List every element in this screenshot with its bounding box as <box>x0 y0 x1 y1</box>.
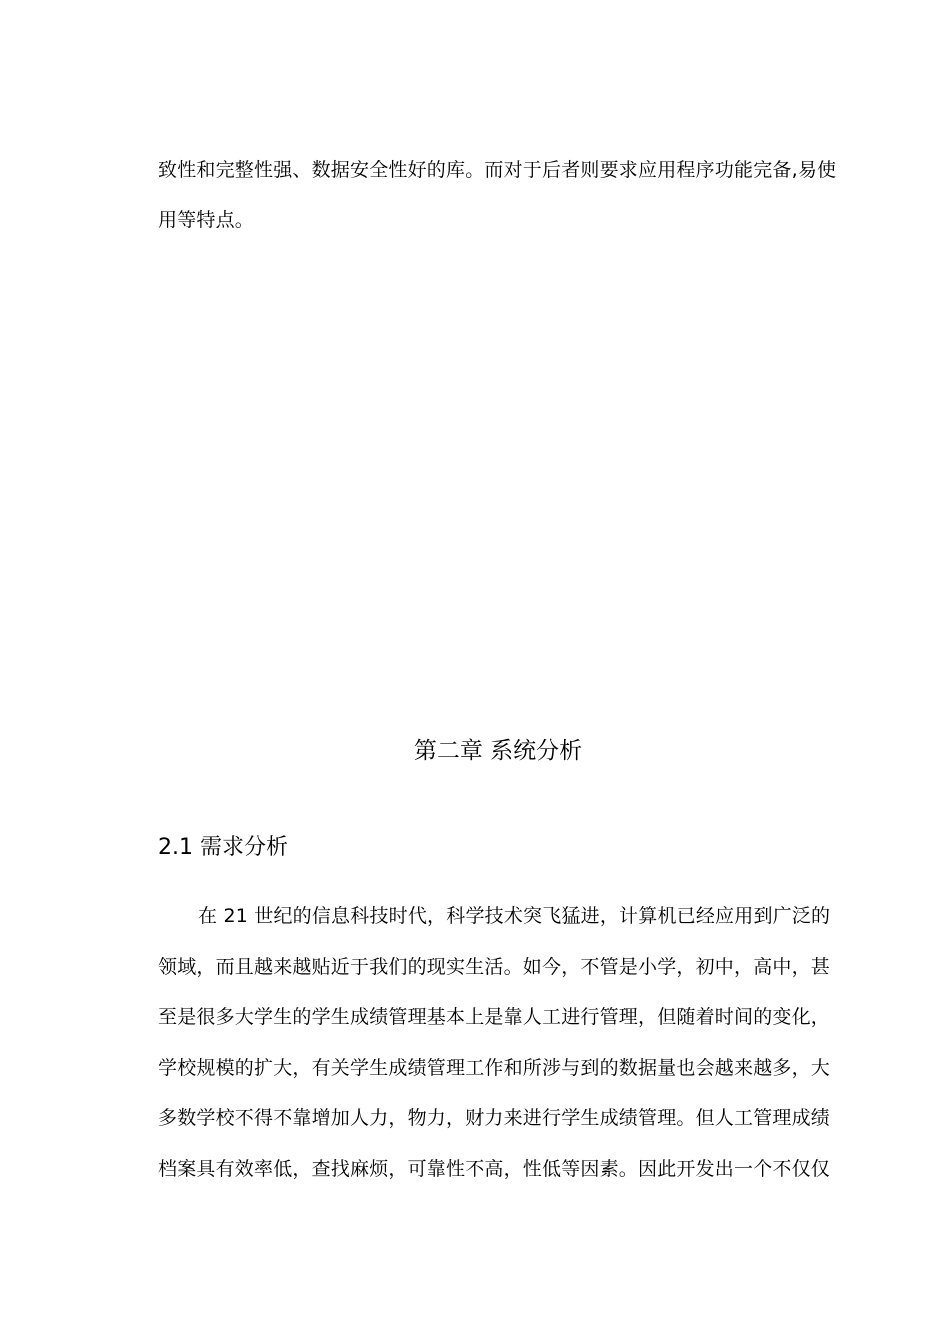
section-heading: 2.1 需求分析 <box>158 835 288 860</box>
paragraph-line: 档案具有效率低，查找麻烦，可靠性不高，性低等因素。因此开发出一个不仅仅 <box>158 1157 831 1180</box>
paragraph-line: 学校规模的扩大，有关学生成绩管理工作和所涉与到的数据量也会越来越多，大 <box>158 1056 831 1079</box>
continuation-line-1: 致性和完整性强、数据安全性好的库。而对于后者则要求应用程序功能完备,易使 <box>158 159 837 181</box>
paragraph-line: 领域，而且越来越贴近于我们的现实生活。如今，不管是小学，初中，高中，甚 <box>158 955 831 978</box>
chapter-title: 第二章 系统分析 <box>413 738 583 764</box>
paragraph-line: 至是很多大学生的学生成绩管理基本上是靠人工进行管理，但随着时间的变化， <box>158 1006 831 1028</box>
paragraph-line: 多数学校不得不靠增加人力，物力，财力来进行学生成绩管理。但人工管理成绩 <box>158 1107 831 1129</box>
body-paragraph <box>158 904 838 1207</box>
continuation-line-2: 用等特点。 <box>158 209 255 231</box>
paragraph-line: 在 21 世纪的信息科技时代，科学技术突飞猛进，计算机已经应用到广泛的 <box>198 905 831 927</box>
